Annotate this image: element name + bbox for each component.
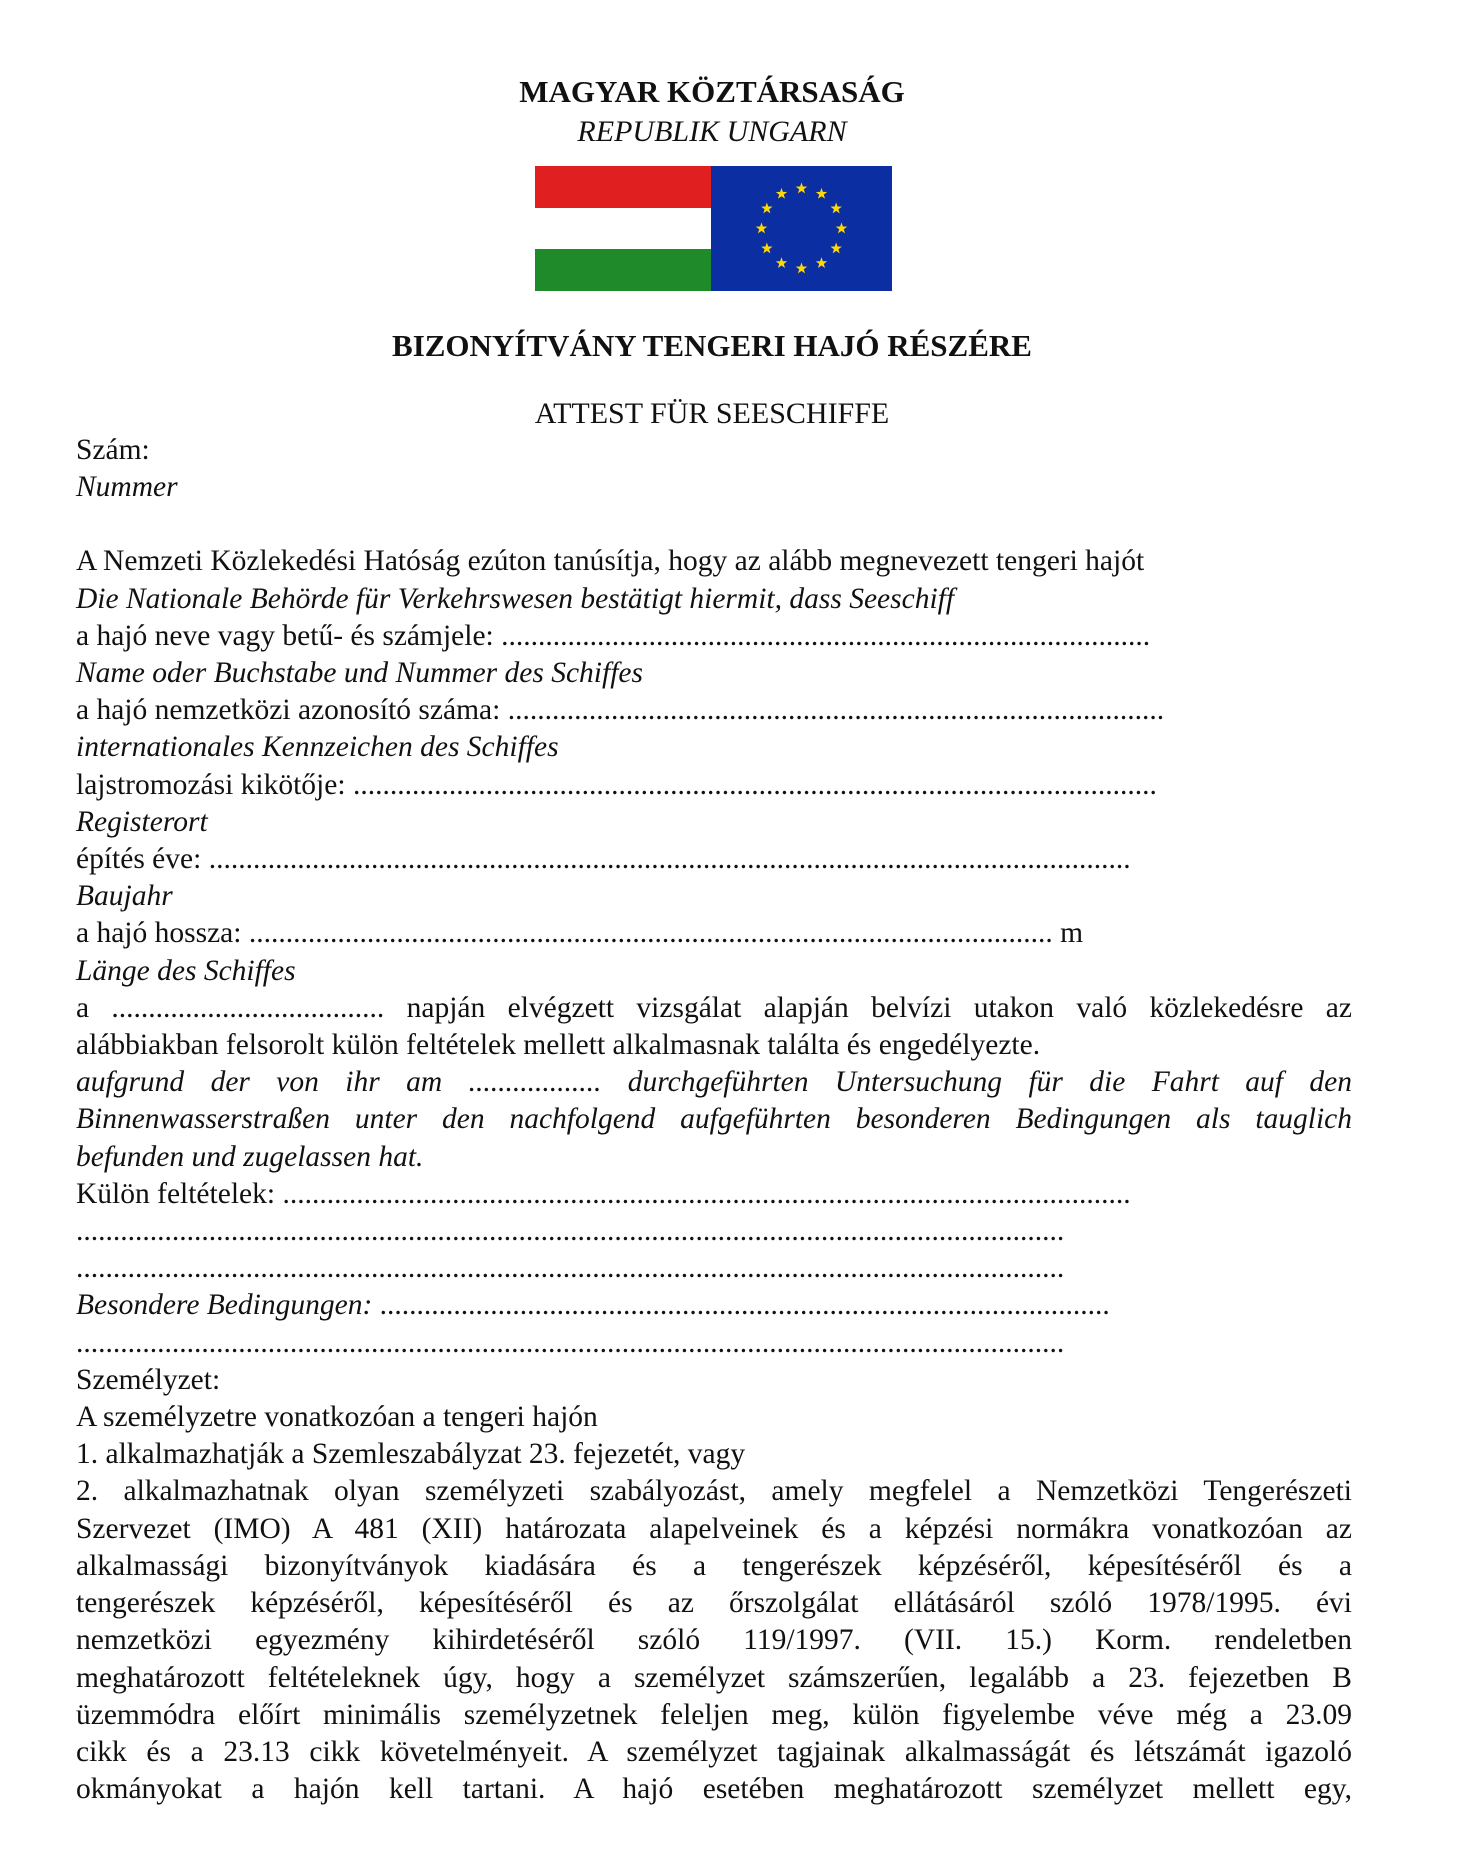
- field-label-de: Name oder Buchstabe und Nummer des Schiffes: [76, 657, 643, 690]
- field-ship-length: [76, 915, 1352, 952]
- field-home-port: [76, 767, 1352, 804]
- conditions-label-hu: Külön feltételek:: [76, 1177, 283, 1210]
- certificate-body: [76, 432, 1352, 1808]
- crew-intro: A személyzetre vonatkozóan a tengeri hajón: [76, 1401, 598, 1434]
- field-label-de: Baujahr: [76, 880, 173, 913]
- field-ship-name: [76, 618, 1352, 655]
- field-label-de: Registerort: [76, 805, 208, 838]
- field-label-de: Länge des Schiffes: [76, 954, 296, 987]
- number-label-de: Nummer: [76, 471, 178, 504]
- inspection-text-de-1: aufgrund der von ihr am .................. durchgeführten Untersuchung für die Fahrt auf den: [76, 1066, 1352, 1099]
- field-label-hu: a hajó nemzetközi azonosító száma:: [76, 694, 508, 727]
- field-label-hu: a hajó neve vagy betű- és számjele:: [76, 619, 502, 652]
- field-ship-id: [76, 692, 1352, 729]
- inspection-text-hu-1: a ..................................... napján elvégzett vizsgálat alapján belvízi utakon való közlekedésre az: [76, 991, 1352, 1024]
- unit-label: m: [1052, 917, 1084, 950]
- document-title-hu: BIZONYÍTVÁNY TENGERI HAJÓ RÉSZÉRE: [392, 328, 1032, 363]
- flag-stripe-white: [535, 208, 711, 250]
- blank-line: [76, 506, 1352, 543]
- flags-emblem: [535, 166, 892, 291]
- crew-item-2-line: okmányokat a hajón kell tartani. A hajó esetében meghatározott személyzet mellett egy,: [76, 1773, 1352, 1806]
- crew-item-2-line: cikk és a 23.13 cikk követelményeit. A személyzet tagjainak alkalmasságát és létszámát igazoló: [76, 1735, 1352, 1768]
- crew-item-2-line: nemzetközi egyezmény kihirdetéséről szóló 119/1997. (VII. 15.) Korm. rendeletben: [76, 1624, 1352, 1657]
- conditions-label-de: Besondere Bedingungen:: [76, 1289, 380, 1322]
- fill-in-dots[interactable]: ......................................................................................................................................: [76, 1215, 1065, 1248]
- country-name-hu: MAGYAR KÖZTÁRSASÁG: [519, 74, 905, 109]
- inspection-text-de-2: Binnenwasserstraßen unter den nachfolgend aufgeführten besonderen Bedingungen als tauglich: [76, 1103, 1352, 1136]
- document-title-de: ATTEST FÜR SEESCHIFFE: [534, 397, 890, 430]
- field-label-hu: a hajó hossza:: [76, 917, 249, 950]
- crew-item-2-line: meghatározott feltételeknek úgy, hogy a személyzet számszerűen, legalább a 23. fejezetben B: [76, 1661, 1352, 1694]
- crew-item-2-line: alkalmassági bizonyítványok kiadására és a tengerészek képzéséről, képesítéséről és a: [76, 1549, 1352, 1582]
- hungary-flag-icon: [535, 166, 711, 291]
- intro-text-hu: A Nemzeti Közlekedési Hatóság ezúton tanúsítja, hogy az alább megnevezett tengeri hajót: [76, 545, 1145, 578]
- field-label-hu: lajstromozási kikötője:: [76, 768, 353, 801]
- conditions-field-hu: [76, 1176, 1352, 1213]
- intro-text-de: Die Nationale Behörde für Verkehrswesen bestätigt hiermit, dass Seeschiff: [76, 582, 955, 615]
- fill-in-dots[interactable]: ......................................................................................................................................: [76, 1252, 1065, 1285]
- crew-item-2-line: 2. alkalmazhatnak olyan személyzeti szabályozást, amely megfelel a Nemzetközi Tengerészeti: [76, 1475, 1352, 1508]
- fill-in-dots[interactable]: ......................................................................................................................................: [76, 1326, 1065, 1359]
- flag-stripe-red: [535, 166, 711, 208]
- field-build-year: [76, 841, 1352, 878]
- crew-item-2-line: Szervezet (IMO) A 481 (XII) határozata alapelveinek és a képzési normákra vonatkozóan az: [76, 1512, 1352, 1545]
- inspection-text-hu-2: alábbiakban felsorolt külön feltételek mellett alkalmasnak találta és engedélyezte.: [76, 1029, 1041, 1062]
- crew-item-1: 1. alkalmazhatják a Szemleszabályzat 23. fejezetét, vagy: [76, 1438, 746, 1471]
- crew-heading: Személyzet:: [76, 1363, 221, 1396]
- fill-in-dots[interactable]: .............................................................................................................: [352, 768, 1157, 801]
- crew-item-2-line: tengerészek képzéséről, képesítéséről és az őrszolgálat ellátásáról szóló 1978/1995. évi: [76, 1587, 1352, 1620]
- flag-stripe-green: [535, 249, 711, 291]
- field-label-hu: építés éve:: [76, 843, 209, 876]
- fill-in-dots[interactable]: ...................................................................................................: [379, 1289, 1110, 1322]
- country-name-de: REPUBLIK UNGARN: [577, 115, 847, 148]
- fill-in-dots[interactable]: .............................................................................................................: [248, 917, 1053, 950]
- fill-in-dots[interactable]: ...................................................................................................................: [282, 1177, 1131, 1210]
- crew-item-2-line: üzemmódra előírt minimális személyzetnek feleljen meg, külön figyelembe véve még a 23.09: [76, 1698, 1352, 1731]
- conditions-field-de: [76, 1287, 1352, 1324]
- inspection-text-de-3: befunden und zugelassen hat.: [76, 1140, 424, 1173]
- field-label-de: internationales Kennzeichen des Schiffes: [76, 731, 559, 764]
- number-label-hu: Szám:: [76, 434, 150, 466]
- fill-in-dots[interactable]: ........................................................................................: [501, 619, 1151, 652]
- fill-in-dots[interactable]: .........................................................................................: [507, 694, 1165, 727]
- fill-in-dots[interactable]: .............................................................................................................................: [208, 843, 1131, 876]
- eu-flag-icon: [711, 166, 892, 291]
